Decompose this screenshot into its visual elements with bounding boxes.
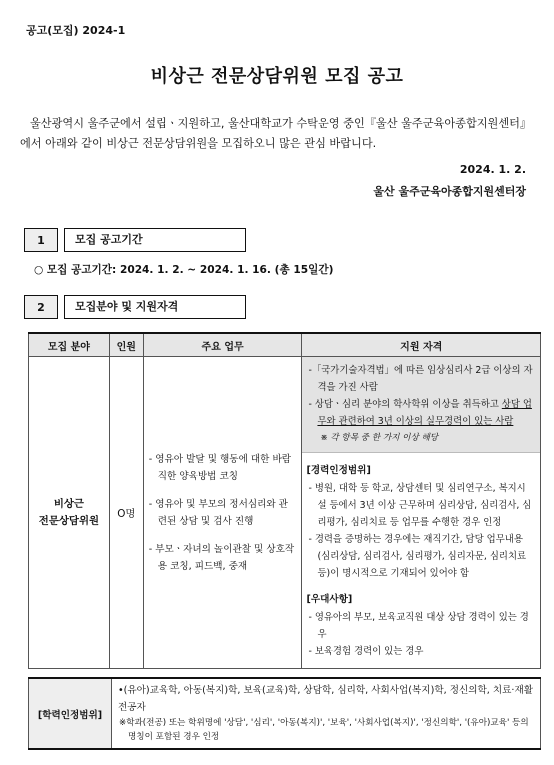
qualification-underlined: 상담 업무와 관련하여 3년 이상의 실무경력이 있는 사람 xyxy=(317,399,532,427)
section-2-number: 2 xyxy=(24,295,58,319)
recruitment-table xyxy=(28,332,541,669)
section-1-title: 모집 공고기간 xyxy=(64,228,246,252)
education-text: •(유아)교육학, 아동(복지)학, 보육(교육)학, 상담학, 심리학, 사회사업(복지)학, 정신의학, 치료·재활 전공자 xyxy=(118,685,533,713)
qualification-text: - 상담ㆍ심리 분야의 학사학위 이상을 취득하고 xyxy=(308,399,502,410)
education-content xyxy=(112,678,541,749)
header-duties: 주요 업무 xyxy=(143,333,302,357)
duty-item: - 영유아 발달 및 행동에 대한 바람직한 양육방법 코칭 xyxy=(148,453,292,482)
duty-item: - 부모ㆍ자녀의 놀이관찰 및 상호작용 코칭, 피드백, 중재 xyxy=(148,543,295,572)
section-2-title: 모집분야 및 지원자격 xyxy=(64,295,246,319)
preference-item: - 보육경험 경력이 있는 경우 xyxy=(308,646,424,657)
header-qualification: 지원 자격 xyxy=(302,333,541,357)
career-item: - 병원, 대학 등 학교, 상담센터 및 심리연구소, 복지시설 등에서 3년 이상 근무하며 심리상담, 심리검사, 심리평가, 심리치료 등 업무를 수행한 경우 인정 xyxy=(308,483,532,528)
header-field: 모집 분야 xyxy=(29,333,110,357)
page-title: 비상근 전문상담위원 모집 공고 xyxy=(150,66,404,87)
field-line-1: 비상근 xyxy=(53,497,84,510)
table-header-row xyxy=(29,333,541,357)
qualification-cell xyxy=(302,357,541,669)
qualification-item xyxy=(306,396,534,430)
qualification-note: ※ 각 항목 중 한 가지 이상 해당 xyxy=(320,433,439,443)
field-cell xyxy=(29,357,110,669)
table-row xyxy=(29,678,541,749)
career-heading: [경력인정범위] xyxy=(306,465,371,476)
table-row xyxy=(29,357,541,669)
field-line-2: 전문상담위원 xyxy=(38,514,100,527)
recruitment-period: ○ 모집 공고기간: 2024. 1. 2. ~ 2024. 1. 16. (총 15일간) xyxy=(34,264,334,276)
education-label: [학력인정범위] xyxy=(29,678,112,749)
preference-item: - 영유아의 부모, 보육교직원 대상 상담 경력이 있는 경우 xyxy=(308,612,529,640)
qualification-details xyxy=(302,453,540,668)
career-item: - 경력을 증명하는 경우에는 재직기간, 담당 업무내용(심리상담, 심리검사, 심리평가, 심리자문, 심리치료 등)이 명시적으로 기재되어 있어야 함 xyxy=(308,534,527,579)
notice-date: 2024. 1. 2. xyxy=(459,163,526,176)
education-note: ※학과(전공) 또는 학위명에 '상담', '심리', '아동(복지)', '보육', '사회사업(복지)', '정신의학', '(유아)교육' 등의 명칭이 포함된 경우 인정 xyxy=(119,718,529,742)
issuing-organization: 울산 울주군육아종합지원센터장 xyxy=(373,185,526,198)
qualification-requirements xyxy=(302,357,540,453)
header-count: 인원 xyxy=(109,333,143,357)
preference-heading: [우대사항] xyxy=(306,594,353,605)
section-1-number: 1 xyxy=(24,228,58,252)
count-cell: O명 xyxy=(109,357,143,669)
qualification-item: -「국가기술자격법」에 따른 임상심리사 2급 이상의 자격을 가진 사람 xyxy=(308,365,533,393)
notice-number: 공고(모집) 2024-1 xyxy=(26,24,126,37)
duty-item: - 영유아 및 부모의 정서심리와 관련된 상담 및 검사 진행 xyxy=(148,498,288,527)
intro-paragraph: 울산광역시 울주군에서 설립ㆍ지원하고, 울산대학교가 수탁운영 중인『울산 울주군육아종합지원센터』에서 아래와 같이 비상근 전문상담위원을 모집하오니 많은 관심 바랍니다. xyxy=(20,117,532,150)
duties-cell xyxy=(143,357,302,669)
education-table xyxy=(28,677,541,750)
